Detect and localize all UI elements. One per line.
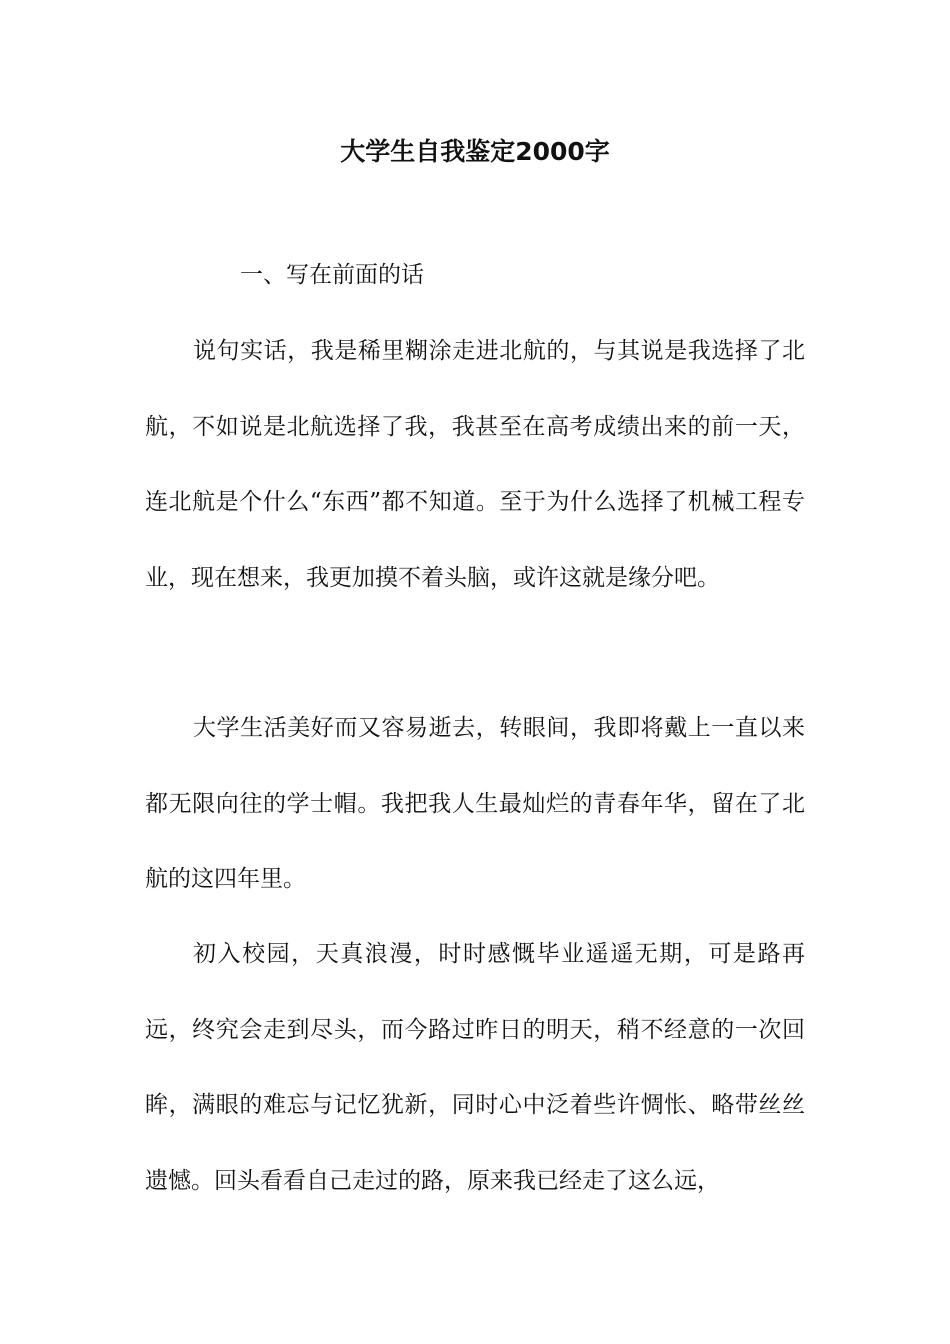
document-title: 大学生自我鉴定2000字 [340, 137, 610, 166]
section-heading: 一、写在前面的话 [240, 262, 424, 288]
paragraph-2: 大学生活美好而又容易逝去，转眼间，我即将戴上一直以来都无限向往的学士帽。我把我人生最灿烂的青春年华，留在了北航的这四年里。 [145, 715, 805, 892]
paragraph-1: 说句实话，我是稀里糊涂走进北航的，与其说是我选择了北航，不如说是北航选择了我，我甚至在高考成绩出来的前一天，连北航是个什么“东西”都不知道。至于为什么选择了机械工程专业，现在想来，我更加摸不着头脑，或许这就是缘分吧。 [145, 338, 805, 591]
paragraph-3: 初入校园，天真浪漫，时时感慨毕业遥遥无期，可是路再远，终究会走到尽头，而今路过昨日的明天，稍不经意的一次回眸，满眼的难忘与记忆犹新，同时心中泛着些许惆怅、略带丝丝遗憾。回头看看自己走过的路，原来我已经走了这么远， [145, 941, 805, 1194]
